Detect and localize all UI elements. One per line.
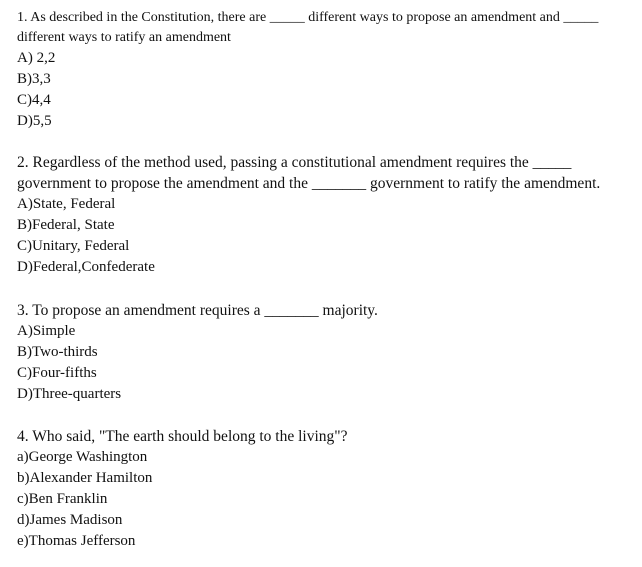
question-3-option-c: C)Four-fifths (17, 365, 97, 381)
question-2 (17, 152, 637, 300)
question-3-option-a: A)Simple (17, 323, 76, 339)
question-3-text: 3. To propose an amendment requires a _______ majority. (17, 302, 378, 319)
question-3-options (17, 321, 637, 405)
question-2-option-b: B)Federal, State (17, 217, 115, 233)
question-2-option-c: C)Unitary, Federal (17, 238, 130, 254)
question-4-text: 4. Who said, "The earth should belong to the living"? (17, 428, 348, 445)
question-2-option-d: D)Federal,Confederate (17, 259, 155, 275)
question-1-option-b: B)3,3 (17, 71, 51, 87)
question-4-option-c: c)Ben Franklin (17, 491, 108, 507)
question-3-option-d: D)Three-quarters (17, 386, 122, 402)
question-1-option-a: A) 2,2 (17, 50, 56, 66)
question-1 (17, 8, 637, 152)
question-1-option-c: C)4,4 (17, 92, 51, 108)
question-3-option-b: B)Two-thirds (17, 344, 98, 360)
question-4-option-b: b)Alexander Hamilton (17, 470, 153, 486)
question-4-options (17, 447, 637, 552)
question-2-text: 2. Regardless of the method used, passing a constitutional amendment requires the _____ government to propose the amendment and the _______ government to ratify the amendment. (17, 154, 601, 192)
question-4-option-d: d)James Madison (17, 512, 123, 528)
question-2-options (17, 194, 637, 278)
quiz-document (17, 8, 637, 552)
question-1-text: 1. As described in the Constitution, there are _____ different ways to propose an amendment and _____ different ways to ratify an amendment (17, 10, 599, 45)
question-4-option-e: e)Thomas Jefferson (17, 533, 136, 549)
question-1-options (17, 48, 637, 132)
question-3 (17, 300, 637, 426)
question-1-option-d: D)5,5 (17, 113, 52, 129)
question-4 (17, 426, 637, 552)
question-4-option-a: a)George Washington (17, 449, 148, 465)
question-2-option-a: A)State, Federal (17, 196, 116, 212)
